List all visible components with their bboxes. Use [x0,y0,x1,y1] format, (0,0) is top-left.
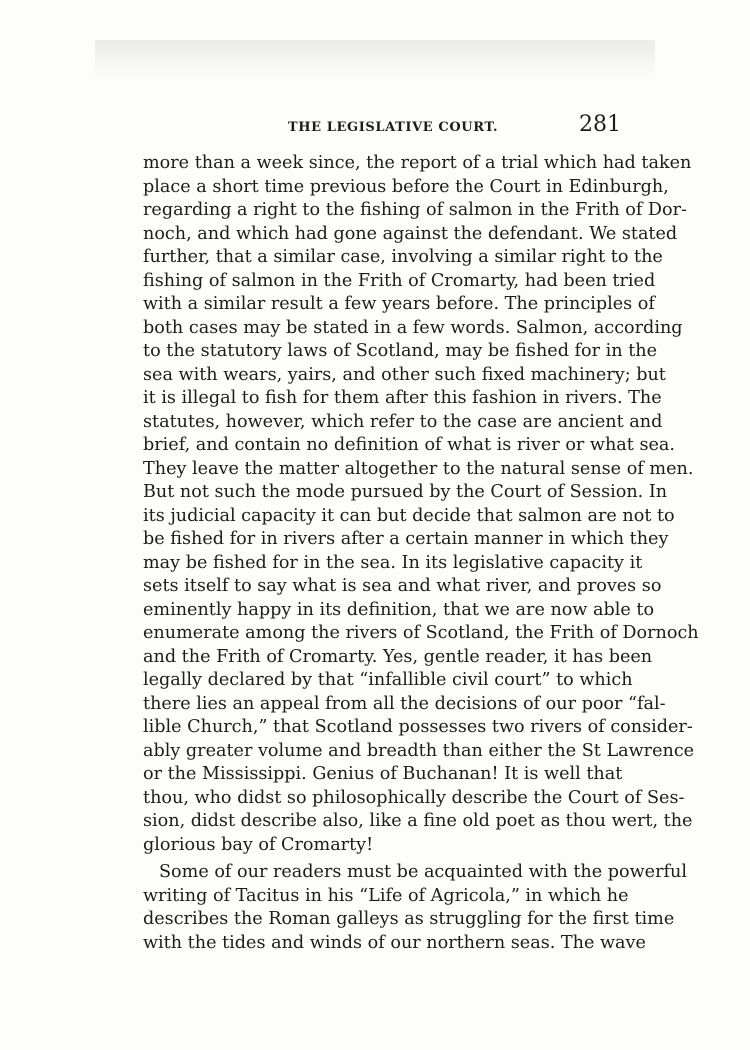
text-line: or the Mississippi. Genius of Buchanan! It is well that [143,764,623,784]
text-line: Some of our readers must be acquainted with the powerful [159,862,687,882]
text-line: eminently happy in its definition, that we are now able to [143,599,655,620]
text-line: sets itself to say what is sea and what river, and proves so [143,576,662,596]
text-line: more than a week since, the report of a trial which had taken [143,153,692,173]
text-line: to the statutory laws of Scotland, may be fished for in the [143,341,658,361]
text-line: its judicial capacity it can but decide that salmon are not to [143,505,675,526]
text-line: thou, who didst so philosophically describe the Court of Ses- [143,787,685,808]
text-line: lible Church,” that Scotland possesses two rivers of consider- [143,717,693,737]
text-line: glorious bay of Cromarty! [143,834,374,855]
text-line: it is illegal to fish for them after this fashion in rivers. The [143,388,662,408]
text-line: regarding a right to the fishing of salmon in the Frith of Dor- [143,200,687,220]
text-line: ably greater volume and breadth than either the St Lawrence [143,740,695,761]
paragraph [143,861,687,955]
text-line: brief, and contain no definition of what is river or what sea. [143,435,675,455]
text-line: describes the Roman galleys as struggling for the first time [143,909,675,929]
text-line: statutes, however, which refer to the case are ancient and [143,411,663,432]
text-line: further, that a similar case, involving a similar right to the [143,247,663,267]
page-number: 281 [579,112,621,137]
text-line: with a similar result a few years before. The principles of [143,294,655,314]
text-line: enumerate among the rivers of Scotland, the Frith of Dornoch [143,623,699,643]
running-head: THE LEGISLATIVE COURT. [288,120,499,135]
text-line: with the tides and winds of our northern seas. The wave [143,932,646,953]
text-line: be fished for in rivers after a certain manner in which they [143,529,669,549]
text-line: may be fished for in the sea. In its legislative capacity it [143,552,643,573]
text-line: fishing of salmon in the Frith of Cromarty, had been tried [143,270,656,291]
text-line: and the Frith of Cromarty. Yes, gentle reader, it has been [143,646,653,667]
text-line: writing of Tacitus in his “Life of Agricola,” in which he [143,885,629,906]
page-header [143,112,621,146]
text-line: sion, didst describe also, like a fine old poet as thou wert, the [143,811,693,831]
text-line: legally declared by that “infallible civil court” to which [143,670,633,690]
text-line: They leave the matter altogether to the natural sense of men. [143,458,694,479]
text-line: sea with wears, yairs, and other such fixed machinery; but [143,364,666,385]
text-line: there lies an appeal from all the decisions of our poor “fal- [143,693,666,714]
text-line: place a short time previous before the Court in Edinburgh, [143,176,669,197]
text-line: noch, and which had gone against the defendant. We stated [143,223,678,244]
body-text [143,152,699,955]
text-line: both cases may be stated in a few words. Salmon, according [143,317,683,338]
text-line: But not such the mode pursued by the Court of Session. In [143,482,668,502]
scan-shadow [95,40,655,80]
paragraph [143,152,699,857]
